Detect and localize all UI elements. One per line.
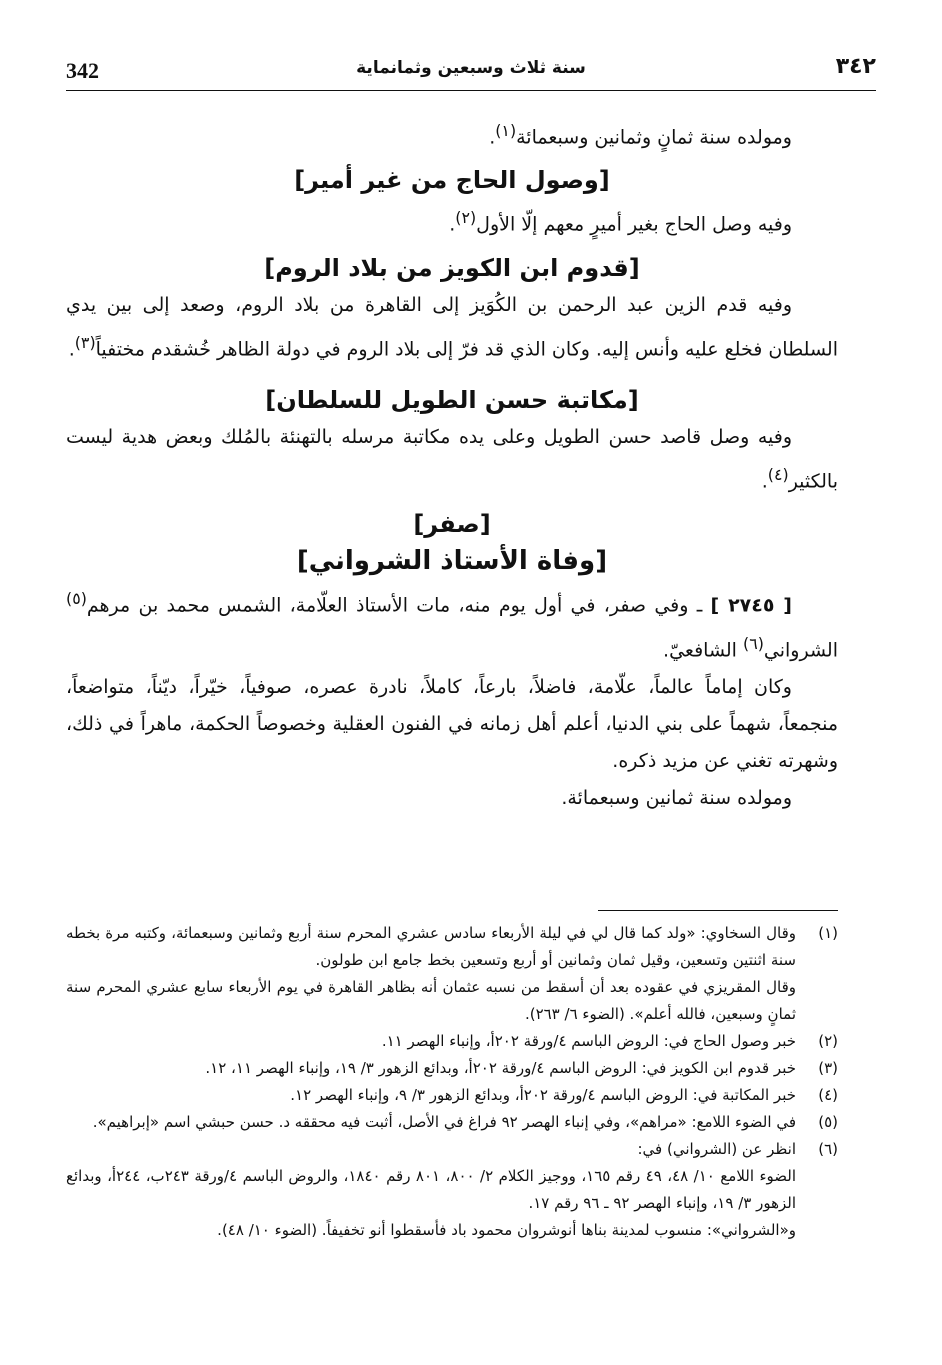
ibn-kuwayz-paragraph: وفيه قدم الزين عبد الرحمن بن الكُوَيز إلى القاهرة من بلاد الروم، وصعد إلى بين يدي السلطان فخلع عليه وأنس إليه. وكان الذي قد فرّ إلى بلاد الروم في دولة الظاهر خُشقدم مختفياً$^{(٣)}$. [66, 293, 838, 360]
heading-death-shirwani: [وفاة الأستاذ الشرواني] [296, 546, 608, 577]
footnote-ref-4[interactable]: (٤) [767, 464, 789, 484]
pilgrims-paragraph: وفيه وصل الحاج بغير أميرٍ معهم إلّا الأول$^{(٢)}$. [449, 208, 792, 236]
footnote-number: (٢) [818, 1032, 838, 1050]
footnote-ref-1[interactable]: (١) [495, 121, 517, 140]
footnote-2: (٢) خبر وصول الحاج في: الروض الباسم ٤/ورقة ٢٠٢أ، وإنباء الهصر ١١. [66, 1028, 838, 1055]
footnote-number: (٦) [818, 1140, 838, 1158]
footnote-ref-6[interactable]: (٦) [743, 633, 764, 653]
footnote-5: (٥) في الضوء اللامع: «مراهم»، وفي إنباء الهصر ٩٢ فراغ في الأصل، أثبت فيه محققه د. حسن حبشي اسم «إبراهيم». [66, 1109, 838, 1136]
main-text [66, 112, 838, 817]
running-title: سنة ثلاث وسبعين وثمانماية [356, 58, 586, 78]
heading-letter: [مكاتبة حسن الطويل للسلطان] [265, 385, 639, 414]
heading-pilgrims-arrival: [وصول الحاج من غير أمير] [294, 166, 610, 195]
footnote-ref-5[interactable]: (٥) [66, 589, 87, 609]
birth-paragraph: ومولده سنة ثمانين وسبعمائة. [561, 786, 792, 809]
footnote-number: (٣) [818, 1059, 838, 1077]
entry-number: [ ٢٧٤٥ ] [710, 594, 792, 617]
header-rule [66, 90, 876, 91]
footnote-separator [598, 910, 838, 911]
footnote-number: (٥) [818, 1113, 838, 1131]
footnote-number: (١) [818, 924, 838, 942]
running-header [66, 52, 876, 92]
opening-paragraph: ومولده سنة ثمانٍ وثمانين وسبعمائة$^{(١)}$. [489, 121, 792, 149]
heading-ibn-kuwayz: [قدوم ابن الكويز من بلاد الروم] [264, 253, 640, 282]
footnote-1: (١) وقال السخاوي: «ولد كما قال لي في ليلة الأربعاء سادس عشري المحرم سنة أربع وثمانين وسبعمائة، وكتبه مرة بخطه سنة اثنتين وتسعين، وقيل ثمان وثمانين أو أربع وتسعين بخط جامع ابن طولون. وقال المقريزي في عقوده بعد أن أسقط من نسبه عثمان أنه بظاهر القاهرة في يوم الأربعاء سابع عشري المحرم سنة ثمانٍ وسبعين، فالله أعلم». (الضوء ٦/ ٢٦٣). [66, 920, 838, 1028]
footnote-3: (٣) خبر قدوم ابن الكويز في: الروض الباسم ٤/ورقة ٢٠٢أ، وبدائع الزهور ٣/ ١٩، وإنباء الهصر ١١، ١٢. [66, 1055, 838, 1082]
death-entry-paragraph: [ ٢٧٤٥ ] ـ وفي صفر، في أول يوم منه، مات الأستاذ العلّامة، الشمس محمد بن مرهم$^{(٥)}$ الشرواني$^{(٦)}$ الشافعيّ. [66, 589, 838, 661]
footnote-ref-3[interactable]: (٣) [74, 332, 96, 352]
footnote-4: (٤) خبر المكاتبة في: الروض الباسم ٤/ورقة ٢٠٢أ، وبدائع الزهور ٣/ ٩، وإنباء الهصر ١٢. [66, 1082, 838, 1109]
footnote-ref-2[interactable]: (٢) [455, 208, 477, 228]
footnote-6: (٦) انظر عن (الشرواني) في: الضوء اللامع ١٠/ ٤٨، ٤٩ رقم ١٦٥، ووجيز الكلام ٢/ ٨٠٠، ٨٠١ رقم ١٨٤٠، والروض الباسم ٤/ورقة ٢٤٣ب، ٢٤٤أ، وبدائع الزهور ٣/ ١٩، وإنباء الهصر ٩٢ ـ ٩٦ رقم ١٧. و«الشرواني»: منسوب لمدينة بناها أنوشروان محمود باد فأسقطوا أنو تخفيفاً. (الضوء ١٠/ ٤٨). [66, 1136, 838, 1244]
page-number-arabic: ٣٤٢ [835, 54, 876, 79]
letter-paragraph: وفيه وصل قاصد حسن الطويل وعلى يده مكاتبة مرسله بالتهنئة بالمُلك وبعض هدية ليست بالكثير$^{(٤)}$. [66, 425, 838, 493]
footnote-number: (٤) [818, 1086, 838, 1104]
heading-month-safar: [صفر] [413, 510, 491, 539]
footnotes [66, 920, 838, 1244]
page-number-latin: 342 [66, 58, 99, 83]
qualities-paragraph: وكان إماماً عالماً، علّامة، فاضلاً، بارعاً، كاملاً، نادرة عصره، صوفياً، خيّراً، ديّناً، متواضعاً، منجمعاً، شهماً على بني الدنيا، أعلم أهل زمانه في الفنون العقلية وخصوصاً الحكمة، ماهراً في ذلك، وشهرته تغني عن مزيد ذكره. [66, 675, 838, 772]
